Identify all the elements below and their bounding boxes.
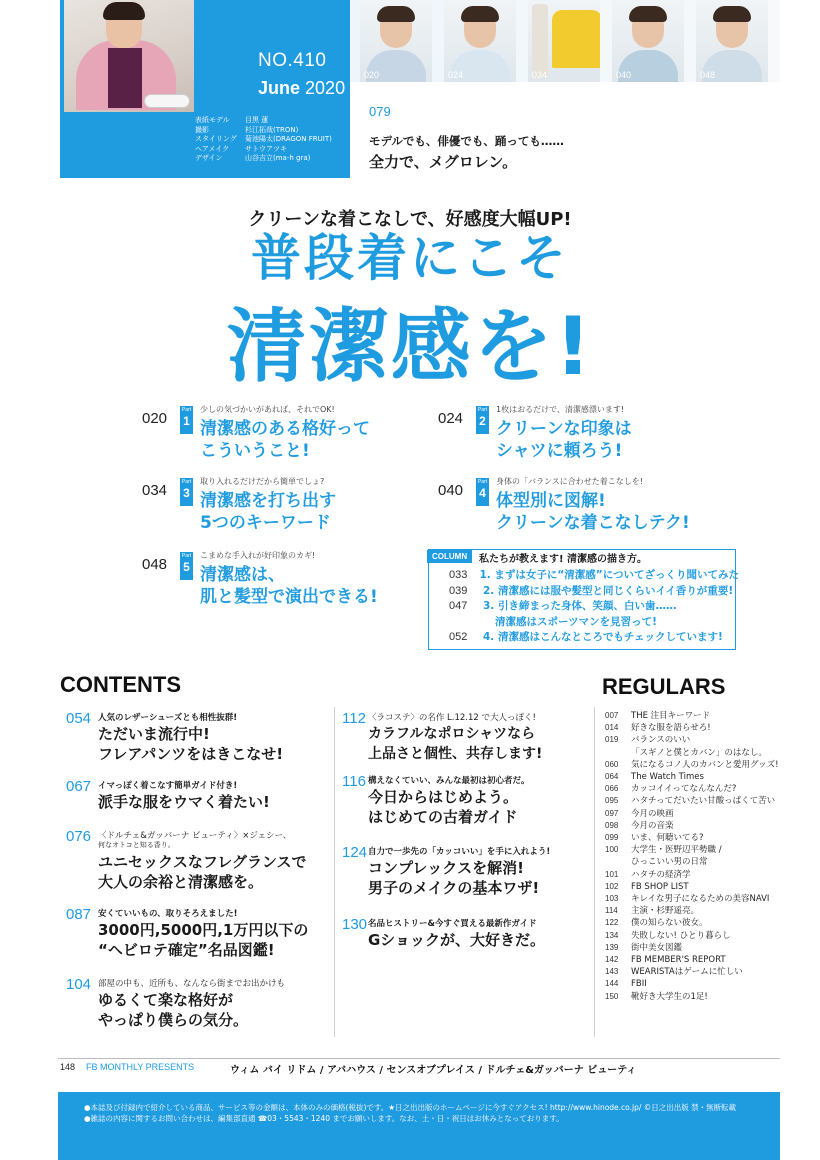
column-item[interactable] <box>449 630 739 646</box>
staff-role: 表紙モデル <box>195 116 230 124</box>
column-item-page: 047 <box>449 600 468 612</box>
cover-block <box>60 0 350 178</box>
part-number: 5 <box>183 560 190 574</box>
part-page: 040 <box>438 482 464 499</box>
regulars-text: 失敗しない! ひとり暮らし <box>631 930 731 941</box>
footer-divider <box>58 1058 780 1059</box>
regulars-text: 僕の知らない彼女。 <box>631 918 708 929</box>
column-heading: 私たちが教えます! 清潔感の描き方。 <box>479 554 648 565</box>
regulars-item[interactable] <box>605 978 795 990</box>
column-item[interactable] <box>449 599 739 615</box>
regulars-item[interactable] <box>605 869 795 881</box>
part-title-line: 体型別に図解! <box>496 491 606 511</box>
regulars-page: 144 <box>605 979 619 989</box>
entry-title-line: コンプレックスを解消! <box>368 859 524 877</box>
part-word: Part <box>477 407 488 413</box>
regulars-text: THE 注目キーワード <box>631 711 711 721</box>
regulars-page: 060 <box>605 759 619 769</box>
part-title <box>496 418 632 462</box>
feature-subtitle: モデルでも、俳優でも、踊っても…… <box>369 134 564 148</box>
regulars-text: いま、何聴いてる? <box>631 833 704 844</box>
part-number: 4 <box>479 486 486 500</box>
entry-page: 076 <box>66 828 92 845</box>
footer-brand: FB MONTHLY PRESENTS <box>86 1062 195 1072</box>
issue-number: NO.410 <box>258 50 327 71</box>
regulars-item[interactable] <box>605 832 795 844</box>
entry-title-line: 3000円,5000円,1万円以下の <box>98 921 309 939</box>
entry-title-line: 大人の余裕と清潔感を。 <box>98 873 264 891</box>
regulars-item[interactable] <box>605 710 795 722</box>
feature-page-number: 079 <box>369 104 391 119</box>
regulars-item <box>605 747 795 759</box>
column-item-text: 清潔感はスポーツマンを見習って! <box>495 615 657 628</box>
regulars-item[interactable] <box>605 808 795 820</box>
issue-month: June <box>258 78 301 98</box>
entry-lead: 〈ドルチェ&ガッバーナ ビューティ〉×ジェシー、 <box>98 831 292 841</box>
thumbnail-020[interactable] <box>360 0 432 82</box>
regulars-text: FB MEMBER'S REPORT <box>631 955 726 966</box>
entry-title-line: Gショックが、大好きだ。 <box>368 931 546 949</box>
staff-name: サトウアツキ <box>245 144 287 153</box>
column-item-text: 4. 清潔感はこんなところでもチェックしています! <box>483 631 723 643</box>
regulars-page: 122 <box>605 918 619 928</box>
entry-page: 116 <box>342 773 366 790</box>
column-item-page: 052 <box>449 631 468 643</box>
part-lead: 少しの気づかいがあれば、それでOK! <box>200 405 335 414</box>
entry-title <box>368 724 542 764</box>
regulars-page: 102 <box>605 881 619 891</box>
column-item[interactable] <box>449 568 739 584</box>
regulars-page <box>605 856 631 868</box>
part-badge <box>180 406 193 434</box>
part-lead: こまめな手入れが好印象のカギ! <box>200 551 316 560</box>
column-divider <box>594 707 595 1037</box>
regulars-text: 主演・杉野遥亮。 <box>631 906 700 917</box>
notice-line: ●本誌及び付録内で紹介している商品、サービス等の金額は、本体のみの価格(税抜)です。★日之出出版のホームページに今すぐアクセス! http://www.hinode.co.jp/ ©日之出出版 禁・無断転載 <box>84 1103 737 1112</box>
regulars-page: 064 <box>605 772 619 782</box>
regulars-text: 大学生・医野辺平勢職 / <box>631 845 722 856</box>
entry-title-line: “ヘビロテ確定”名品図鑑! <box>98 941 275 959</box>
entry-title-line: やっぱり僕らの気分。 <box>98 1011 249 1029</box>
footer-page-number: 148 <box>60 1062 76 1072</box>
regulars-page: 100 <box>605 845 619 855</box>
staff-row <box>195 135 345 145</box>
regulars-item[interactable] <box>605 942 795 954</box>
staff-name: 菊池陽太(DRAGON FRUIT) <box>245 135 332 144</box>
feature-title[interactable]: 全力で、メグロレン。 <box>369 153 518 171</box>
regulars-item[interactable] <box>605 820 795 832</box>
thumbnail-page: 048 <box>700 70 716 80</box>
part-title <box>496 490 690 534</box>
regulars-item[interactable] <box>605 893 795 905</box>
entry-title <box>98 724 283 764</box>
regulars-page: 139 <box>605 942 619 952</box>
regulars-text: 今月の映画 <box>631 808 674 819</box>
column-item-page <box>449 615 483 631</box>
part-number: 1 <box>183 414 190 428</box>
notice-line: ●雑誌の内容に関するお問い合わせは、編集部直通 ☎03・5543・1240 までお願いします。なお、土・日・祝日はお休みとなっております。 <box>84 1114 564 1123</box>
column-item-page: 039 <box>449 584 468 597</box>
part-title-line: 清潔感のある格好って <box>200 419 370 439</box>
regulars-item[interactable] <box>605 844 795 856</box>
entry-title <box>368 787 518 827</box>
thumbnail-034[interactable] <box>528 0 600 82</box>
entry-title <box>98 792 270 812</box>
regulars-item[interactable] <box>605 917 795 929</box>
column-tag: COLUMN <box>427 550 472 563</box>
regulars-list <box>605 710 795 1003</box>
regulars-text: ひっこいい男の日常 <box>631 857 708 868</box>
part-word: Part <box>477 479 488 485</box>
part-badge <box>476 478 489 506</box>
regulars-page: 143 <box>605 967 619 977</box>
regulars-page: 099 <box>605 833 619 843</box>
regulars-text: カッコイイってなんなんだ? <box>631 784 737 795</box>
entry-title-line: ただいま流行中! <box>98 725 210 743</box>
regulars-item[interactable] <box>605 930 795 942</box>
entry-title-line: ゆるくて楽な格好が <box>98 991 234 1009</box>
part-title-line: クリーンな印象は <box>496 419 632 439</box>
regulars-item[interactable] <box>605 759 795 771</box>
staff-row <box>195 116 345 126</box>
thumbnail-040[interactable] <box>612 0 684 82</box>
thumbnail-page: 020 <box>364 70 380 80</box>
staff-role: ヘアメイク <box>195 144 230 153</box>
cover-model-photo <box>64 0 194 112</box>
entry-title <box>368 930 545 950</box>
staff-name: 杉江拓哉(TRON) <box>245 125 299 134</box>
entry-lead: 人気のレザーシューズとも相性抜群! <box>98 713 238 723</box>
regulars-text: FB SHOP LIST <box>631 881 689 892</box>
staff-row <box>195 154 345 164</box>
column-item-page: 033 <box>449 569 468 581</box>
regulars-heading: REGULARS <box>602 674 726 699</box>
entry-title-line: フレアパンツをはきこなせ! <box>98 745 284 763</box>
staff-name: 目黒 蓮 <box>245 116 269 124</box>
entry-lead: 安くていいもの、取りそろえました! <box>98 909 238 919</box>
thumbnail-page: 040 <box>616 70 632 80</box>
part-page: 024 <box>438 410 464 427</box>
regulars-item[interactable] <box>605 991 795 1003</box>
regulars-text: 靴好き大学生の1足! <box>631 991 708 1002</box>
hero-title-line2: 清潔感を! <box>226 300 594 393</box>
entry-page: 087 <box>66 906 92 923</box>
contents-heading: CONTENTS <box>60 672 181 697</box>
regulars-text: ハタチってだいたい甘酸っぱくて苦い <box>631 796 776 807</box>
regulars-text: WEARISTAはゲームに忙しい <box>631 967 743 978</box>
part-word: Part <box>181 479 192 485</box>
notice-box <box>58 1092 780 1160</box>
column-item-text: 1. まずは女子に“清潔感”についてざっくり聞いてみた <box>479 569 739 581</box>
part-title-line: クリーンな着こなしテク! <box>496 513 690 533</box>
part-lead: 1枚はおるだけで、清潔感漂います! <box>496 405 625 414</box>
entry-title <box>368 858 539 898</box>
part-page: 048 <box>142 556 168 573</box>
thumbnail-048[interactable] <box>696 0 768 82</box>
entry-title-line: 今日からはじめよう。 <box>368 788 519 806</box>
staff-role: デザイン <box>195 154 223 163</box>
regulars-text: 「スギノと僕とカバン」のはなし。 <box>631 747 767 758</box>
part-badge <box>180 478 193 506</box>
column-item-text: 3. 引き締まった身体、笑顔、白い歯…… <box>483 600 677 612</box>
entry-lead-sub: 何なオトコと知る香り。 <box>98 841 175 849</box>
part-title <box>200 418 370 462</box>
entry-page: 067 <box>66 778 92 795</box>
staff-role: スタイリング <box>195 135 237 144</box>
entry-lead: イマっぽく着こなす簡単ガイド付き! <box>98 781 238 791</box>
part-badge <box>476 406 489 434</box>
regulars-page: 142 <box>605 955 619 965</box>
regulars-item[interactable] <box>605 905 795 917</box>
regulars-item[interactable] <box>605 966 795 978</box>
regulars-page: 095 <box>605 796 619 806</box>
regulars-item[interactable] <box>605 734 795 746</box>
regulars-item <box>605 856 795 868</box>
regulars-item[interactable] <box>605 795 795 807</box>
entry-page: 104 <box>66 976 92 993</box>
staff-name: 山谷吉立(ma-h gra) <box>245 154 311 163</box>
staff-role: 撮影 <box>195 125 209 134</box>
regulars-page: 066 <box>605 784 619 794</box>
hero-title-line1: 普段着にこそ <box>251 229 569 287</box>
part-lead: 取り入れるだけだから簡単でしょ? <box>200 477 325 486</box>
column-divider <box>334 707 335 1037</box>
regulars-item[interactable] <box>605 783 795 795</box>
regulars-text: ハタチの経済学 <box>631 869 691 880</box>
thumbnail-strip <box>350 0 780 82</box>
entry-lead: 名品ヒストリー&今すぐ買える最新作ガイド <box>368 919 537 929</box>
part-title-line: 清潔感を打ち出す <box>200 491 336 511</box>
column-item <box>449 615 739 631</box>
part-title-line: 肌と髪型で演出できる! <box>200 587 378 607</box>
issue-date <box>258 78 345 99</box>
regulars-text: キレイな男子になるための美容NAVI <box>631 894 770 905</box>
entry-title <box>98 920 308 960</box>
thumbnail-024[interactable] <box>444 0 516 82</box>
regulars-page: 097 <box>605 808 619 818</box>
entry-title-line: 男子のメイクの基本ワザ! <box>368 879 540 897</box>
part-title-line: 清潔感は、 <box>200 565 285 585</box>
part-page: 034 <box>142 482 168 499</box>
part-lead: 身体の「バランスに合わせた着こなしを! <box>496 477 643 486</box>
regulars-page: 114 <box>605 906 618 916</box>
issue-year: 2020 <box>305 78 346 98</box>
entry-lead: 部屋の中も、近所も、なんなら街までお出かけも <box>98 979 286 989</box>
thumbnail-page: 024 <box>448 70 464 80</box>
regulars-page <box>605 747 631 759</box>
hero-lead: クリーンな着こなしで、好感度大幅UP! <box>248 209 572 230</box>
regulars-text: 今月の音楽 <box>631 820 674 831</box>
regulars-text: 街中美女図鑑 <box>631 942 683 953</box>
regulars-item[interactable] <box>605 771 795 783</box>
part-title-line: シャツに頼ろう! <box>496 441 623 461</box>
entry-lead: 自力で一歩先の「カッコいい」を手に入れよう! <box>368 847 551 857</box>
entry-title-line: ユニセックスなフレグランスで <box>98 853 307 871</box>
part-word: Part <box>181 407 192 413</box>
entry-page: 054 <box>66 710 92 727</box>
regulars-page: 101 <box>605 869 619 879</box>
regulars-page: 019 <box>605 735 619 745</box>
regulars-page: 103 <box>605 894 619 904</box>
regulars-item[interactable] <box>605 954 795 966</box>
regulars-page: 007 <box>605 711 619 720</box>
regulars-text: The Watch Times <box>631 772 704 783</box>
regulars-text: 気になるコノ人のカバンと愛用グッズ! <box>631 759 779 770</box>
thumbnail-page: 034 <box>532 70 548 80</box>
column-list <box>449 568 739 646</box>
regulars-item[interactable] <box>605 881 795 893</box>
regulars-text: 好きな服を語らせろ! <box>631 723 711 734</box>
staff-credits <box>195 116 345 164</box>
entry-title <box>98 852 307 892</box>
entry-title-line: 派手な服をウマく着たい! <box>98 793 270 811</box>
regulars-page: 134 <box>605 930 619 940</box>
entry-title-line: カラフルなポロシャツなら <box>368 726 536 742</box>
part-number: 3 <box>183 486 190 500</box>
entry-lead: 構えなくていい、みんな最初は初心者だ。 <box>368 776 530 786</box>
part-title-line: 5つのキーワード <box>200 513 331 533</box>
column-item[interactable] <box>449 584 739 600</box>
staff-row <box>195 145 345 155</box>
entry-title-line: 上品さと個性、共存します! <box>368 746 543 762</box>
part-badge <box>180 552 193 580</box>
entry-title <box>98 990 248 1030</box>
regulars-item[interactable] <box>605 722 795 734</box>
part-title-line: こういうこと! <box>200 441 310 461</box>
entry-page: 130 <box>342 916 368 933</box>
entry-title-line: はじめての古着ガイド <box>368 808 518 826</box>
footer-credits: ウィム バイ リドム / アバハウス / センスオブプレイス / ドルチェ&ガッバーナ ビューティ <box>230 1065 637 1076</box>
regulars-text: FBII <box>631 979 647 990</box>
part-page: 020 <box>142 410 168 427</box>
entry-page: 124 <box>342 844 368 861</box>
column-item-text: 2. 清潔感には服や髪型と同じくらいイイ香りが重要! <box>483 584 734 597</box>
regulars-page: 014 <box>605 723 619 733</box>
regulars-page: 150 <box>605 991 619 1001</box>
part-word: Part <box>181 553 192 559</box>
regulars-text: バランスのいい <box>631 735 691 746</box>
staff-row <box>195 126 345 136</box>
entry-lead: 〈ラコステ〉の名作 L.12.12 で大人っぽく! <box>368 713 536 723</box>
part-title <box>200 564 378 608</box>
part-number: 2 <box>479 414 486 428</box>
part-title <box>200 490 336 534</box>
entry-page: 112 <box>342 710 366 727</box>
regulars-page: 098 <box>605 820 619 830</box>
